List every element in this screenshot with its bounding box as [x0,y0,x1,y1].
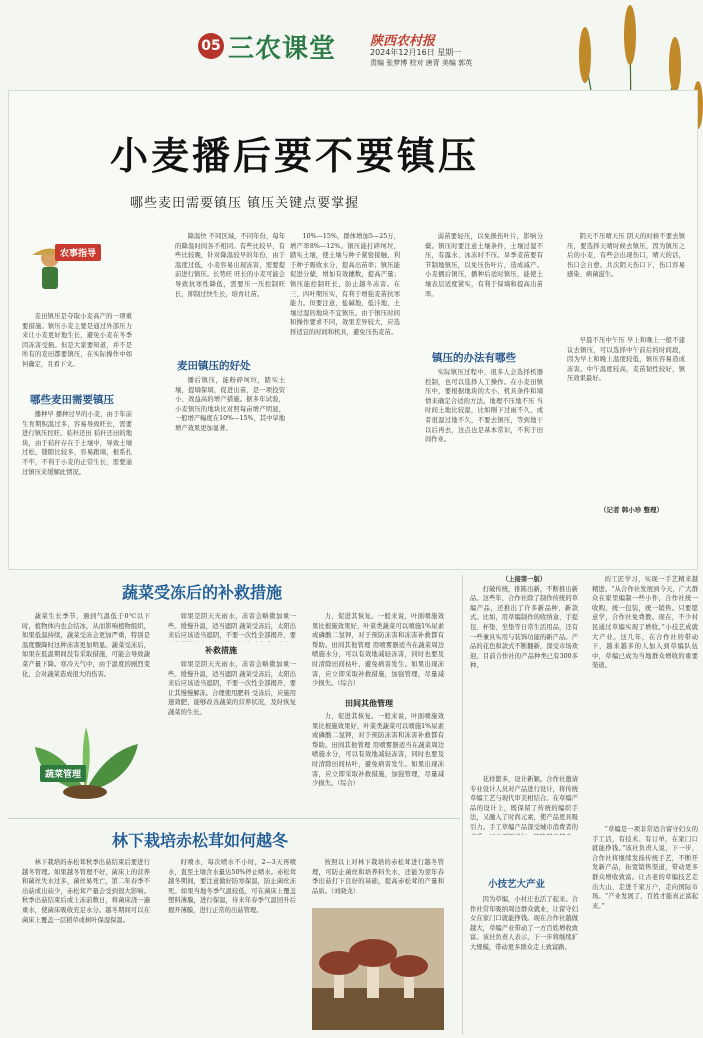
subhead-which-fields: 哪些麦田需要镇压 [30,394,114,406]
wheat-col-2b: 播后镇压，能粉碎坷垃，踏实土壤，提墒保墒，促进出苗，是一项投资小、效益高的增产措施。据多年试验，小麦镇压的地块比对照每亩增产明显，一般增产幅度在10%—15%，其中旱地增产效果更加显著。 [175,377,285,432]
craft-col-b: 花样繁多，设计新颖。合作社邀请专业设计人员对产品进行设计，将传统草编工艺与现代审美相结合。在草编产品的设计上，既保留了传统的编织手法，又融入了时尚元素，使产品更具吸引力。手工草编产品深受城市消费者的 [470,776,578,831]
wheat-col-1: 麦田镇压是夺取小麦高产的一项重要措施。镇压小麦主要是通过外部压力来让小麦更好地生长，避免小麦在冬季因冻害受损。但是大家要知道，并不是所有的麦田都要镇压，在实际操作中如何确定，且看下文。 [22,313,132,368]
subhead-small-craft: 小技艺大产业 [488,879,546,890]
badge-farming-guide: 农事指导 [55,244,101,261]
publish-date: 2024年12月16日 星期一 [370,48,462,57]
veg-col-2b: 如果是阴天无雨水，冻害会略微加重一些。缓慢升温，适当遮阴 蔬菜受冻后，太阳出来后应该适当遮阴，不要一次性全部揭开，要让其慢慢解冻。合理使用肥料 受冻后，应施用速效肥，能够改善蔬菜的营养状况，及时恢复蔬菜的生长。 [168,661,296,716]
straw-craft-photo [470,835,578,841]
veg-col-2: 如果是阴天无雨水，冻害会略微加重一些。缓慢升温，适当遮阴 蔬菜受冻后，太阳出来后应该适当遮阴，不要一次性全部揭开，要 [168,613,296,640]
wheat-col-5b: 早晨不压中午压 早上和晚上一般不建议去镇压，可以选择中午前后的时间段，因为早上和晚上温度较低，镇压容易造成冻害。中午温度较高，麦苗韧性较好，镇压效果最好。 [567,337,685,383]
vegetables-title: 蔬菜受冻后的补救措施 [122,583,283,602]
masthead: 陕西农村报 [370,34,436,49]
craft-col-c: 因为草编，小村庄也活了起来。合作社常年吸纳周边群众就业，让留守妇女在家门口就能挣钱。现在合作社越做越大，草编产业带动了一方百姓增收致富。该社负责人表示，下一步将继续扩大规模，带动更多群众走上致富路。 [470,896,578,951]
veg-col-3: 力，促进其恢复。一般来说，叶面喷施效果比根施效果好，叶菜类蔬菜可以喷施1%尿素或磷酸二氢钾，对于预防冻害和冻害补救都有帮助。田间其他管理 用喷雾器适当在蔬菜周边喷施水分，可以有效地减轻冻害，同时也要及时清除田间枯叶，避免病害发生。如果出现冻害，应立即采取补救措施，加强管理，尽量减少损失。（综合） [312,613,444,688]
vegetable-illustration [20,722,150,802]
craft-col-d: 的工匠学习，实现一手艺精来越精进。“从合作社发展到今天，广大群众在家里编制一些小件，合作社统一收购，统一包装，统一销售。只要愿意学，合作社免费教。现在，不少村民通过草编实现了增收。”小技艺成就大产业。这几年，在合作社的带动下，越来越多的人加入到草编队伍中，草编已成为当地群众增收的重要渠道。 [592,576,698,670]
badge-vegetable-management: 蔬菜管理 [40,765,86,782]
article-byline: （记者 韩小珍 整理） [600,506,664,514]
editor-line: 责编 张梦博 校对 唐青 美编 郭英 [370,59,473,67]
mushroom-col-1: 林下栽培的赤松茸秋季出菇结束后要进行越冬管理。如果越冬管理不好，菌床上的营养和菌丝失水过多，菌丝易死亡，第二年春季不出菇或出菇少，赤松茸产量会受到很大影响。秋季出菇结束后或上冻前数日，将菌床浇一遍重水，使菌床吸收充足水分。越冬期间可以在菌床上覆盖一层稻草或树叶保湿保温。 [22,859,150,924]
wheat-col-1b: 播种早 播种过早的小麦，由于年前生育期积温过多，容易导致旺长，需要进行镇压控旺。秸秆还田 秸秆还田的地块，由于秸秆存在于土壤中，导致土壤过松，缝隙比较多，容易跑墒，根系扎不牢，不利于小麦的正常生长，需要通过镇压来缓解此情况。 [22,411,132,476]
mushroom-col-3: 按照以上对林下栽培的赤松茸进行越冬管理，可防止菌丝和培养料失水，还能为翌年春季出菇打下良好的基础，提高赤松茸的产量和品质。（刘晓龙） [312,859,444,895]
subhead-remedies: 补救措施 [205,646,237,655]
subhead-methods: 镇压的办法有哪些 [432,352,516,364]
wheat-col-5: 阴天不压晴天压 阴天的时候不要去镇压，要选择天晴时候去镇压，因为镇压之后的小麦，有些会出现伤口，晴天的话，伤口会自愈。共次阴天伤口下，伤口容易感染、病菌滋生。 [567,233,685,279]
veg-col-3b: 力，促进其恢复。一般来说，叶面喷施效果比根施效果好，叶菜类蔬菜可以喷施1%尿素或磷酸二氢钾，对于预防冻害和冻害补救都有帮助。田间其他管理 用喷雾器适当在蔬菜周边喷施水分，可以有效地减轻冻害，同时也要及时清除田间枯叶，避免病害发生。如果出现冻害，应立即采取补救措施，加强管理，尽量减少损失。（综合） [312,713,444,788]
craft-col-a: （上接第一版） 打破传统，推陈出新，不断推出新品。这些年，合作社除了制作传统的草编产品，还推出了许多新品种、新款式。比如，用草编制作的收纳盒、手提包、杯垫、坐垫等日常生活用品，还有一些兼具实用与装饰功能的新产品。产品的花色和款式不断翻新，深受市场欢迎。目前合作社的产品种类已有300多种。 [470,576,578,670]
divider-article3 [8,818,460,819]
divider-vertical [462,575,463,1035]
subhead-field-management: 田间其他管理 [345,699,393,708]
mushroom-title: 林下栽培赤松茸如何越冬 [112,831,289,850]
wheat-col-3: 10%—15%，群体增加5—25万，增产率8%—12%。镇压能打碎坷垃，踏实土壤，使土壤与种子紧密接触，利于种子吸收水分，提高出苗率；镇压能促进分蘖，增加有效穗数，提高产量；镇压能控制旺长，防止越冬冻害。在三、四叶期压实，有利于增强麦苗抗寒能力。但要注意，盐碱地、低洼地、土壤过湿的地块不宜镇压。由于镇压时间和操作要求不同，效果差异较大，应选择适宜的时间和机具，避免压伤麦苗。 [290,233,400,336]
section-title: 三农课堂 [228,34,337,64]
mushroom-photo [312,908,444,1030]
veg-col-1: 蔬菜生长季节，遇到气温低于0℃以下时，植物体内也会结冰，从而影响植物组织，如果低温持续，蔬菜受冻会更加严重，特别是温度骤降时这种冻害更加明显。蔬菜受冻后，如果在低温期间没有采取措施，可能会导致蔬菜产量下降。寒冷天气中，由于温度的剧烈变化，会对蔬菜造成很大的伤害。 [22,613,150,678]
page-number-badge [198,33,224,59]
page-number: 05 [201,38,221,54]
wheat-col-2: 降温快 不同区域，不同年份，每年的降温时间各不相同。有些比较早，有些比较晚，针对降温较早的年份，由于温度过低，小麦容易出现冻害，需要提前进行镇压。长势旺 旺长的小麦可能会导致抗寒性降低，需要压一压控制旺长，抑制过快生长，培育壮苗。 [175,233,285,298]
page-header [0,0,703,70]
mushroom-col-2: 时喷水，每次喷水不小时，2—3天再喷水，直至土壤含水量达50%停止喷水。赤松茸越冬期间，要注意做好防寒保温，防止菌丝冻死。如果当地冬季气温较低，可在菌床上覆盖塑料薄膜，进行保温，待来年春季气温回升后揭开薄膜，进行正常的出菇管理。 [168,859,296,914]
craft-col-e: “草编是一项非常适合留守妇女的手工活，有技术、有订单，在家门口就能挣钱。”该社负责人说，下一步，合作社将继续发扬传统手艺，不断开发新产品，拓宽销售渠道，带动更多群众增收致富。让古老的草编技艺走出大山，走进千家万户，走向国际市场。“产业发展了，百姓才能真正富起来。” [592,826,698,910]
article-title: 小麦播后要不要镇压 [110,133,480,178]
continued-from: （上接第一版） [501,576,547,583]
subhead-benefits: 麦田镇压的好处 [177,360,251,372]
wheat-col-4b: 实际镇压过程中，很多人会选择机器控制，也可以选择人工操作。在小麦田镇压中，要根据地块的大小、机具条件和墒情来确定合适的方法。地理不压地不压 当时间土地比较湿，比如刚下过雨不久，或者很湿过地不久，不要去镇压，等到地干以后再去，这点也是基本常识，不利于田间作业。 [425,369,543,444]
wheat-col-4: 弱苗要轻压，以免损伤叶片，影响分蘖。镇压时要注意土壤条件，土壤过湿不压，有露水、冰冻时不压。旱季麦苗要有节制地镇压，以免压伤叶片，造成减产。小麦播后镇压，播种后适时镇压，能使土壤表层适度紧实，有利于保墒和提高出苗率。 [425,233,543,298]
article-subtitle: 哪些麦田需要镇压 镇压关键点要掌握 [130,196,360,211]
